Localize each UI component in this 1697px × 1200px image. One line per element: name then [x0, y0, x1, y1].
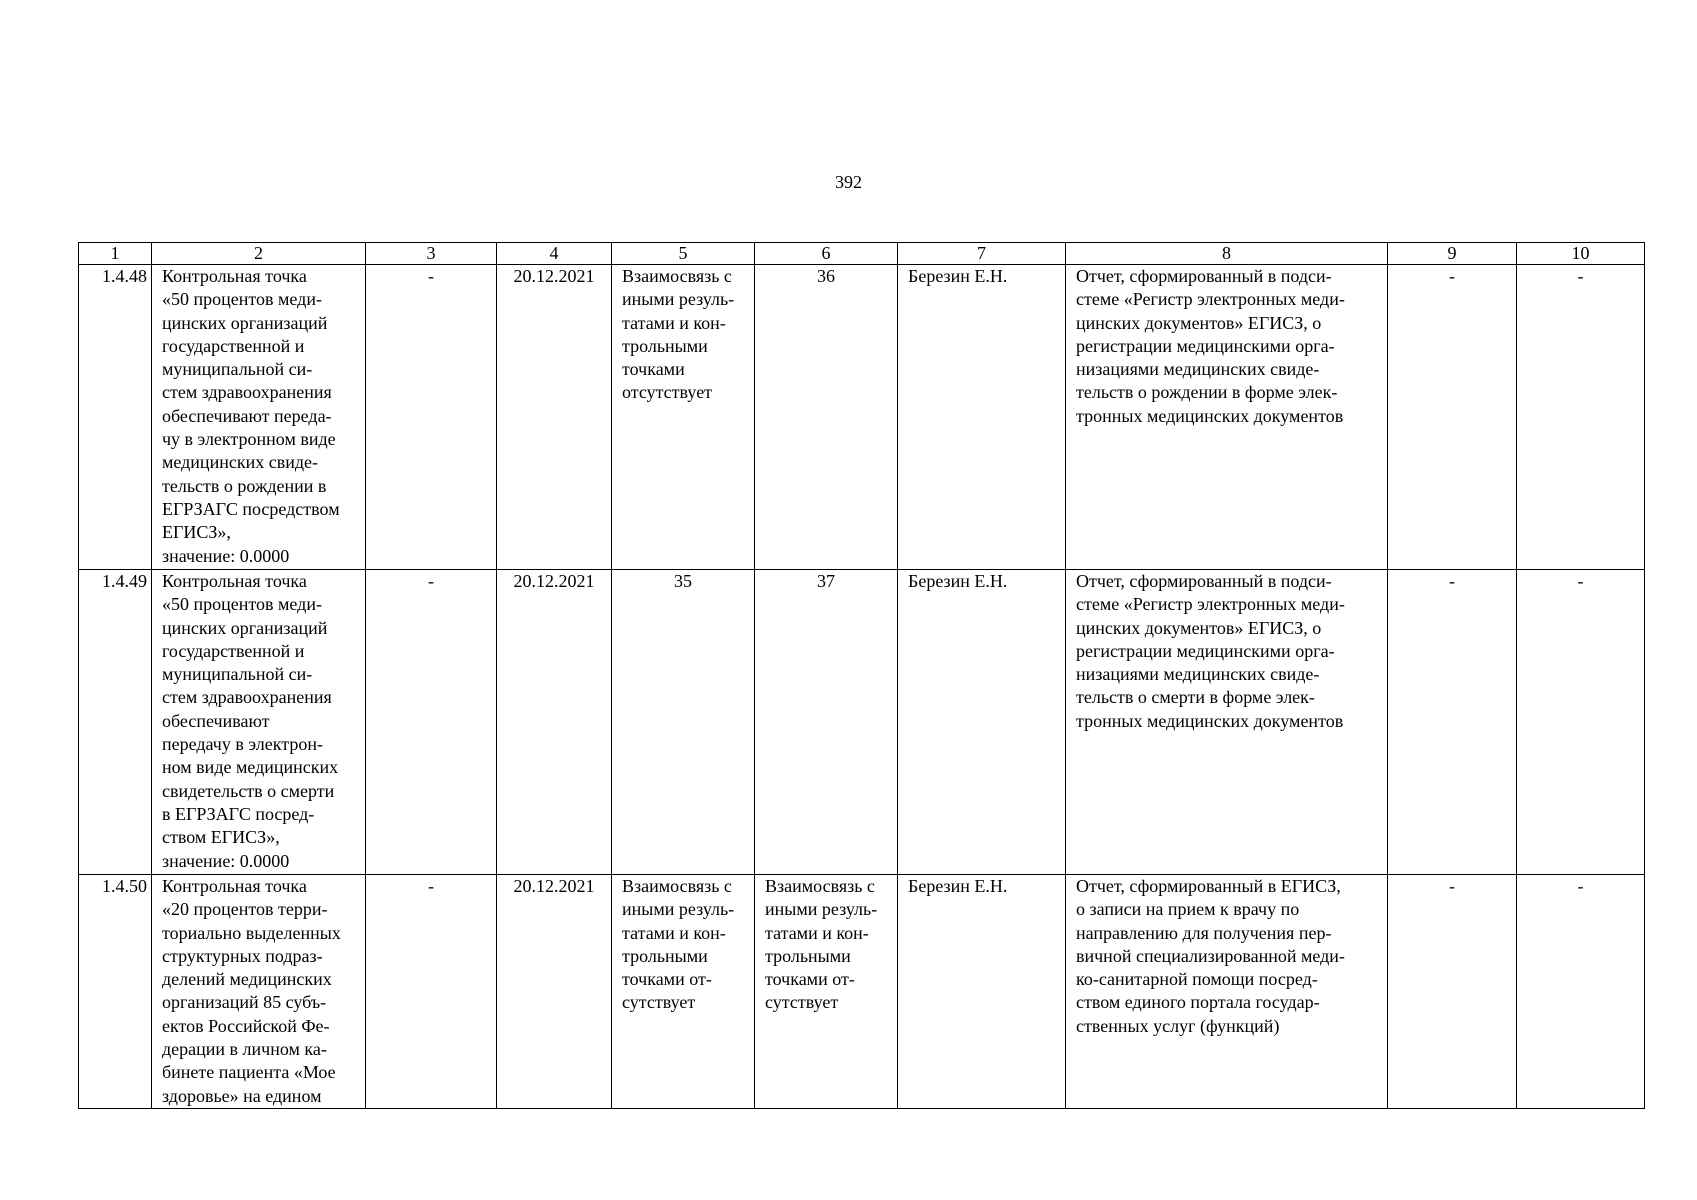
report-cell: Отчет, сформированный в подси- стеме «Регистр электронных меди- цинских документов» ЕГИСЗ, о регистрации медицинскими орга- низациями медицинских свиде- тельств о смерти в форме элек- тронных медицинских документов: [1066, 570, 1388, 875]
date-cell: 20.12.2021: [497, 570, 612, 875]
table-cell: Взаимосвязь с иными резуль- татами и кон- трольными точками отсутствует: [612, 265, 755, 570]
row-number-cell: 1.4.50: [79, 875, 152, 1109]
column-header: 10: [1517, 243, 1645, 265]
data-table: [78, 242, 1645, 1109]
table-row: [79, 265, 1645, 570]
table-cell: -: [1517, 265, 1645, 570]
table-cell: -: [1517, 570, 1645, 875]
responsible-cell: Березин Е.Н.: [898, 570, 1066, 875]
table-cell: Взаимосвязь с иными резуль- татами и кон- трольными точками от- сутствует: [755, 875, 898, 1109]
column-header: 5: [612, 243, 755, 265]
table-cell: -: [1388, 570, 1517, 875]
table-row: [79, 570, 1645, 875]
row-number-cell: 1.4.48: [79, 265, 152, 570]
column-header: 8: [1066, 243, 1388, 265]
report-cell: Отчет, сформированный в ЕГИСЗ, о записи на прием к врачу по направлению для получения пер- вичной специализированной меди- ко-санитарной помощи посред- ством единого портала государ- ственных услуг (функций): [1066, 875, 1388, 1109]
responsible-cell: Березин Е.Н.: [898, 265, 1066, 570]
report-cell: Отчет, сформированный в подси- стеме «Регистр электронных меди- цинских документов» ЕГИСЗ, о регистрации медицинскими орга- низациями медицинских свиде- тельств о рождении в форме элек- тронных медицинских документов: [1066, 265, 1388, 570]
table-cell: -: [366, 875, 497, 1109]
column-header: 1: [79, 243, 152, 265]
table-cell: -: [1388, 265, 1517, 570]
column-header: 2: [152, 243, 366, 265]
row-number-cell: 1.4.49: [79, 570, 152, 875]
table-header-row: [79, 243, 1645, 265]
column-header: 4: [497, 243, 612, 265]
column-header: 9: [1388, 243, 1517, 265]
date-cell: 20.12.2021: [497, 265, 612, 570]
table-cell: -: [366, 570, 497, 875]
column-header: 3: [366, 243, 497, 265]
control-point-cell: Контрольная точка «50 процентов меди- цинских организаций государственной и муниципальной си- стем здравоохранения обеспечивают переда- чу в электронном виде медицинских свиде- тельств о рождении в ЕГРЗАГС посредством ЕГИСЗ», значение: 0.0000: [152, 265, 366, 570]
responsible-cell: Березин Е.Н.: [898, 875, 1066, 1109]
page-number: 392: [835, 172, 862, 192]
table-cell: Взаимосвязь с иными резуль- татами и кон- трольными точками от- сутствует: [612, 875, 755, 1109]
table-cell: -: [1517, 875, 1645, 1109]
table-cell: 37: [755, 570, 898, 875]
table-cell: -: [1388, 875, 1517, 1109]
table-cell: -: [366, 265, 497, 570]
control-point-cell: Контрольная точка «50 процентов меди- цинских организаций государственной и муниципальной си- стем здравоохранения обеспечивают передачу в электрон- ном виде медицинских свидетельств о смерти в ЕГРЗАГС посред- ством ЕГИСЗ», значение: 0.0000: [152, 570, 366, 875]
table-row: [79, 875, 1645, 1109]
control-point-cell: Контрольная точка «20 процентов терри- ториально выделенных структурных подраз- делений медицинских организаций 85 субъ- ектов Российской Фе- дерации в личном ка- бинете пациента «Мое здоровье» на едином: [152, 875, 366, 1109]
table-cell: 36: [755, 265, 898, 570]
table-cell: 35: [612, 570, 755, 875]
date-cell: 20.12.2021: [497, 875, 612, 1109]
column-header: 6: [755, 243, 898, 265]
column-header: 7: [898, 243, 1066, 265]
